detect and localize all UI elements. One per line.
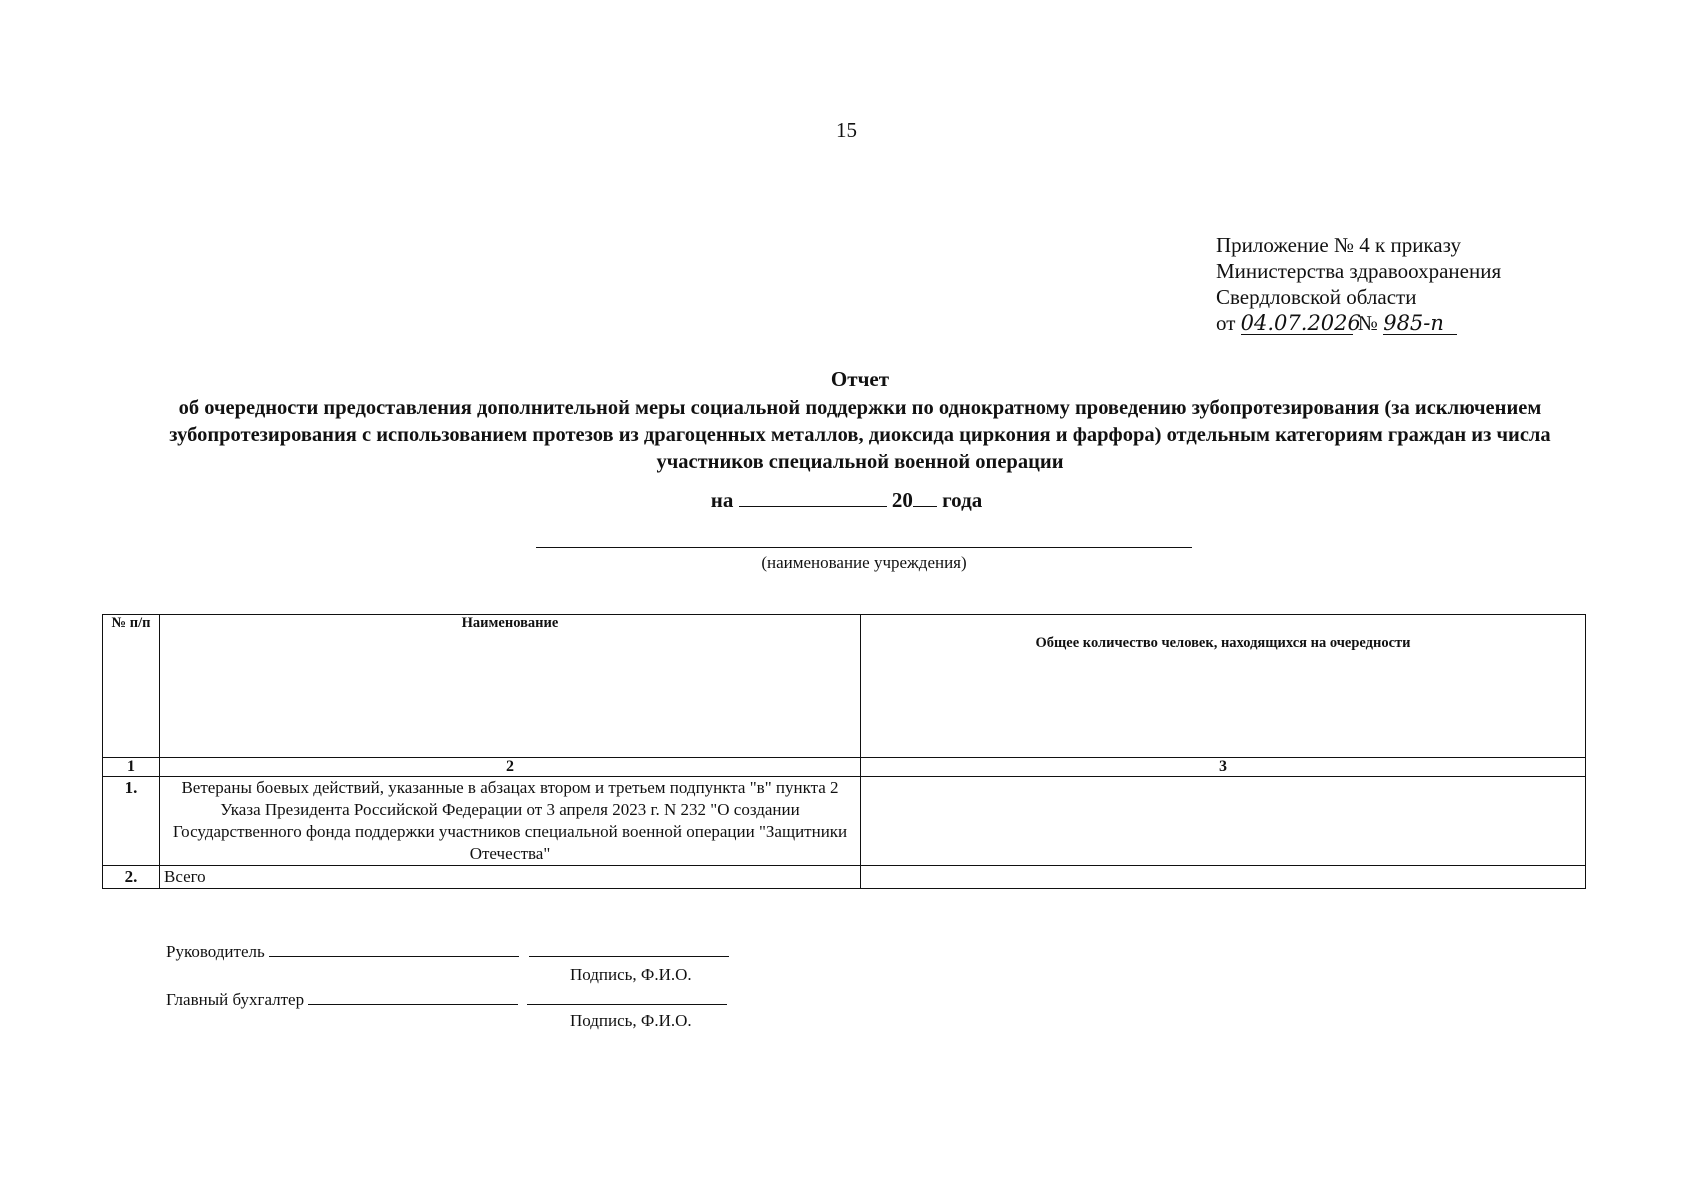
row-name: Ветераны боевых действий, указанные в абзацах втором и третьем подпункта "в" пункта 2 Указа Президента Российской Федерации от 3 апреля 2023 г. N 232 "О создании Государственного фонда поддержки участников специальной военной операции "Защитники Отечества"	[160, 777, 861, 866]
row-name: Всего	[160, 866, 861, 889]
date-row-suffix: года	[942, 488, 983, 512]
accountant-signature-caption: Подпись, Ф.И.О.	[570, 1011, 692, 1030]
row-number: 1.	[103, 777, 160, 866]
accountant-label: Главный бухгалтер	[166, 990, 305, 1009]
head-label: Руководитель	[166, 942, 265, 961]
date-prefix: от	[1216, 311, 1236, 335]
accountant-signature-line	[166, 990, 727, 1010]
header-name: Наименование	[160, 615, 861, 758]
row-number: 2.	[103, 866, 160, 889]
table-row	[103, 777, 1586, 866]
head-signature-line	[166, 942, 729, 962]
head-signature-blank[interactable]	[269, 956, 519, 957]
handwritten-date: 04.07.2026	[1240, 311, 1361, 335]
institution-caption: (наименование учреждения)	[761, 553, 967, 572]
report-subtitle: об очередности предоставления дополнительной меры социальной поддержки по однократному проведению зубопротезирования (за исключением зубопротезирования с использованием протезов из драгоценных металлов, диоксида циркония и фарфора) отдельным категориям граждан из числа участников специальной военной операции	[169, 397, 1551, 473]
handwritten-number: 985-п	[1383, 312, 1457, 335]
column-number: 2	[160, 758, 861, 777]
page-number: 15	[836, 118, 857, 142]
header-number: № п/п	[103, 615, 160, 758]
table-header-row	[103, 615, 1586, 758]
head-signature-caption: Подпись, Ф.И.О.	[570, 965, 692, 984]
report-table	[102, 614, 1586, 889]
year-blank[interactable]	[913, 506, 937, 507]
row-count-cell[interactable]	[861, 777, 1586, 866]
appendix-line-2: Министерства здравоохранения	[1216, 259, 1502, 283]
accountant-name-blank[interactable]	[527, 1004, 727, 1005]
report-title-block	[160, 366, 1560, 476]
column-number: 3	[861, 758, 1586, 777]
appendix-block	[1216, 232, 1501, 336]
date-blank[interactable]	[739, 506, 887, 507]
appendix-line-3: Свердловской области	[1216, 285, 1417, 309]
appendix-date-line	[1216, 310, 1501, 336]
appendix-line-1: Приложение № 4 к приказу	[1216, 233, 1461, 257]
institution-name-blank[interactable]	[536, 547, 1192, 548]
report-title: Отчет	[830, 367, 890, 391]
date-row-prefix: на	[710, 488, 734, 512]
column-number-row	[103, 758, 1586, 777]
row-count-cell[interactable]	[861, 866, 1586, 889]
head-name-blank[interactable]	[529, 956, 729, 957]
number-prefix: №	[1357, 311, 1378, 335]
column-number: 1	[103, 758, 160, 777]
header-count: Общее количество человек, находящихся на очередности	[861, 615, 1586, 758]
year-prefix: 20	[891, 488, 913, 512]
table-row	[103, 866, 1586, 889]
report-date-row	[0, 488, 1693, 513]
accountant-signature-blank[interactable]	[308, 1004, 518, 1005]
